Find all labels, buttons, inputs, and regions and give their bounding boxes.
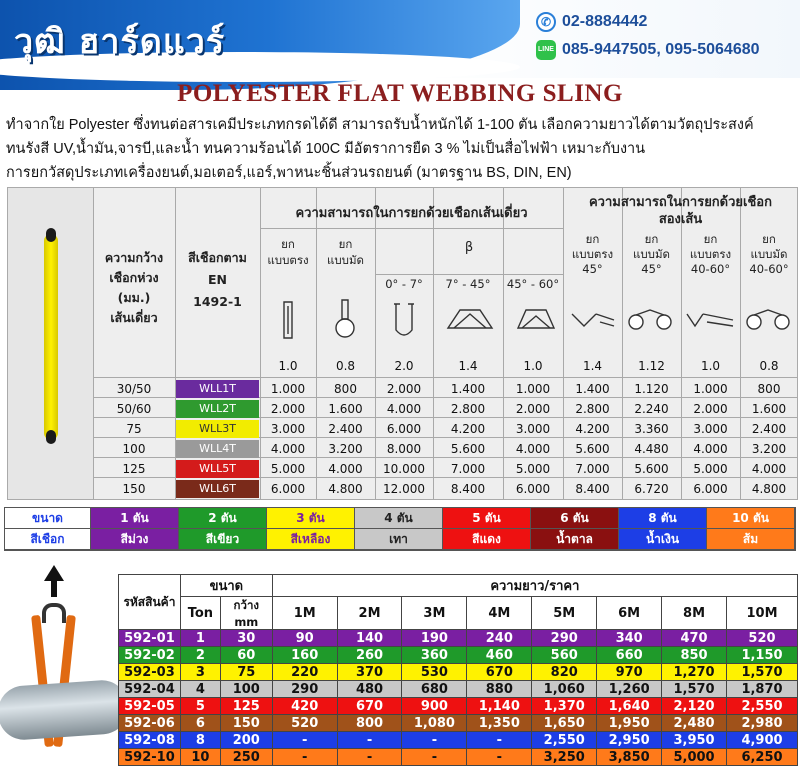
double-col-label: ยก แบบมัด 45° [632,232,671,276]
legend-size-8: 10 ตัน [707,508,795,529]
capacity-value: 6.000 [515,482,551,496]
width-value: 250 [220,749,272,766]
price-value: 160 [272,647,337,664]
capacity-value: 1.400 [575,382,610,396]
phone-number: 02-8884442 [562,13,648,30]
product-code: 592-08 [119,732,181,749]
capacity-value: 4.200 [450,422,486,436]
price-value: 480 [337,681,402,698]
product-code: 592-06 [119,715,181,732]
price-value: 260 [337,647,402,664]
grid-hline [260,228,563,229]
capacity-value: 2.240 [634,402,669,416]
capacity-value: 4.000 [386,402,422,416]
capacity-value: 4.000 [270,442,306,456]
table-row [119,732,798,749]
ton-value: 6 [180,715,220,732]
wll-color-box: WLL4T [176,440,259,458]
ton-value: 8 [180,732,220,749]
price-value: 1,570 [727,664,798,681]
double-col-label: ยก แบบตรง 45° [571,232,614,276]
capacity-value: 7.000 [575,462,610,476]
product-code: 592-02 [119,647,181,664]
price-value: 1,640 [597,698,662,715]
width-value: 75 [220,664,272,681]
capacity-value: 2.400 [328,422,363,436]
price-value: 190 [402,630,467,647]
price-value: 970 [597,664,662,681]
price-value: 2,550 [532,732,597,749]
price-value: - [402,732,467,749]
length-col-header: 2M [337,597,402,630]
description-line-3: การยกวัสดุประเภทเครื่องยนต์,มอเตอร์,แอร์,พาหนะชิ้นส่วนรถยนต์ (มาตรฐาน BS, DIN, EN) [6,165,572,181]
capacity-value: 800 [757,382,781,396]
line-contact[interactable] [536,40,760,60]
pipe-load [0,679,130,742]
price-value: 1,370 [532,698,597,715]
single-col-label: ยก แบบตรง [267,237,309,267]
capacity-value: 5.600 [450,442,486,456]
product-code: 592-04 [119,681,181,698]
table-row [119,749,798,766]
price-value: - [467,749,532,766]
price-value: 820 [532,664,597,681]
price-value: 1,650 [532,715,597,732]
grid-hline [375,274,563,275]
capacity-value: 7.000 [450,462,486,476]
price-value: 460 [467,647,532,664]
color-column-header-std: 1492-1 [193,294,242,309]
price-value: 2,480 [662,715,727,732]
legend-color-3: สีเหลือง [267,529,355,550]
legend-color-5: สีแดง [443,529,531,550]
price-value: 800 [337,715,402,732]
capacity-value: 5.600 [575,442,610,456]
choker-hitch-icon [333,298,357,342]
capacity-value: 4.480 [634,442,669,456]
capacity-value: 3.200 [751,442,787,456]
color-column-header-en: EN [207,272,227,287]
price-value: 1,080 [402,715,467,732]
capacity-value: 3.200 [328,442,363,456]
table-row [119,647,798,664]
price-value: 240 [467,630,532,647]
capacity-value: 3.000 [693,422,728,436]
price-value: 1,270 [662,664,727,681]
capacity-value: 1.000 [515,382,551,396]
line-phone-numbers: 085-9447505, 095-5064680 [562,41,760,58]
capacity-value: 4.000 [751,462,787,476]
price-value: 370 [337,664,402,681]
width-value: 150 [220,715,272,732]
legend-size-6: 6 ตัน [531,508,619,529]
ton-value: 3 [180,664,220,681]
price-value: 2,950 [597,732,662,749]
table-row [119,630,798,647]
row-width: 50/60 [116,402,152,416]
length-col-header: 5M [532,597,597,630]
price-value: 520 [272,715,337,732]
price-value: 2,550 [727,698,798,715]
width-header: กว้าง mm [220,597,272,630]
price-value: 3,950 [662,732,727,749]
price-value: 1,950 [597,715,662,732]
price-value: 1,570 [662,681,727,698]
capacity-value: 6.000 [386,422,422,436]
price-value: 560 [532,647,597,664]
length-col-header: 10M [727,597,798,630]
price-value: 290 [532,630,597,647]
legend-color-6: น้ำตาล [531,529,619,550]
length-col-header: 8M [662,597,727,630]
table-row [119,664,798,681]
price-value: 2,980 [727,715,798,732]
single-col-label: ยก แบบมัด [326,237,365,267]
price-value: 1,870 [727,681,798,698]
price-value: 2,120 [662,698,727,715]
single-col-label: 45° - 60° [506,277,560,291]
table-row [119,698,798,715]
capacity-value: 3.000 [270,422,306,436]
capacity-value: 4.000 [693,442,728,456]
product-code: 592-05 [119,698,181,715]
code-header: รหัสสินค้า [119,575,181,630]
product-code: 592-03 [119,664,181,681]
capacity-value: 2.800 [575,402,610,416]
description-line-1: ทำจากใย Polyester ซึ่งทนต่อสารเคมีประเภทกรดได้ดี สามารถรับน้ำหนักได้ 1-100 ตัน เลือกความยาวได้ตามวัตถุประสงค์ [6,117,754,133]
capacity-value: 5.000 [270,462,306,476]
single-col-factor: 1.4 [458,359,478,373]
capacity-value: 1.600 [328,402,363,416]
price-value: 140 [337,630,402,647]
price-header-row [119,575,798,597]
description-line-2: ทนรังสี UV,น้ำมัน,จารบี,และน้ำ ทนความร้อนได้ 100C มีอัตราการยืด 3 % ไม่เป็นสื่อไฟฟ้า เหมาะกับงาน [6,141,646,157]
single-col-label: 7° - 45° [445,277,491,291]
capacity-value: 2.000 [515,402,551,416]
capacity-value: 6.000 [693,482,728,496]
capacity-value: 4.800 [751,482,787,496]
single-col-factor: 1.0 [278,359,298,373]
wll-color-box: WLL5T [176,460,259,478]
capacity-value: 10.000 [383,462,425,476]
price-value: 850 [662,647,727,664]
legend-size-7: 8 ตัน [619,508,707,529]
width-column-header: ความกว้าง เชือกห่วง (มม.) เส้นเดี่ยว [104,250,164,325]
legend-color-label: สีเชือก [5,529,91,550]
sling-eye-top [46,228,56,242]
single-col-factor: 1.0 [523,359,543,373]
capacity-value: 2.800 [450,402,486,416]
basket-hitch-45-60-icon [514,306,558,332]
double-col-factor: 1.12 [638,359,665,373]
row-width: 30/50 [116,382,152,396]
sling-illustration [44,234,58,440]
straight-hitch-icon [278,300,298,340]
product-code: 592-01 [119,630,181,647]
capacity-value: 2.400 [751,422,787,436]
ton-value: 1 [180,630,220,647]
price-value: 520 [727,630,798,647]
price-value: 1,150 [727,647,798,664]
capacity-value: 1.120 [634,382,669,396]
price-value: 670 [467,664,532,681]
capacity-value: 3.360 [634,422,669,436]
single-col-factor: 2.0 [394,359,414,373]
width-value: 30 [220,630,272,647]
sling-image-cell [8,188,93,499]
width-value: 200 [220,732,272,749]
price-value: - [467,732,532,749]
capacity-value: 800 [334,382,357,396]
up-arrow-shaft [51,579,57,597]
double-col-label: ยก แบบมัด 40-60° [749,232,789,276]
legend-size-5: 5 ตัน [443,508,531,529]
capacity-value: 5.600 [634,462,669,476]
legend-color-1: สีม่วง [91,529,179,550]
row-width: 150 [122,482,146,496]
length-col-header: 1M [272,597,337,630]
price-value: - [337,749,402,766]
legend-size-label: ขนาด [5,508,91,529]
table-row [119,715,798,732]
legend-color-2: สีเขียว [179,529,267,550]
price-value: 660 [597,647,662,664]
price-value: 530 [402,664,467,681]
price-value: 670 [337,698,402,715]
price-value: 360 [402,647,467,664]
wll-color-box: WLL1T [176,380,259,398]
double-choker-45-icon [626,308,676,332]
ton-value: 4 [180,681,220,698]
capacity-value: 6.000 [270,482,306,496]
width-value: 125 [220,698,272,715]
price-value: 880 [467,681,532,698]
ton-value: 2 [180,647,220,664]
price-value: 4,900 [727,732,798,749]
price-value: 1,260 [597,681,662,698]
price-value: 220 [272,664,337,681]
capacity-value: 5.000 [693,462,728,476]
capacity-value: 12.000 [383,482,425,496]
wll-color-box: WLL3T [176,420,259,438]
double-straight-45-icon [570,310,616,330]
price-value: 1,060 [532,681,597,698]
length-col-header: 6M [597,597,662,630]
row-width: 125 [122,462,146,476]
double-choker-40-60-icon [744,308,794,332]
capacity-value: 4.800 [328,482,363,496]
length-col-header: 4M [467,597,532,630]
capacity-spec-table [7,187,798,500]
capacity-value: 2.000 [386,382,422,396]
color-column-header: สีเชือกตาม [188,250,247,265]
wll-color-box: WLL6T [176,480,259,498]
capacity-value: 2.000 [270,402,306,416]
legend-color-7: น้ำเงิน [619,529,707,550]
line-icon: LINE [536,40,556,60]
capacity-value: 5.000 [515,462,551,476]
basket-hitch-7-45-icon [444,306,496,332]
single-lift-group-header: ความสามารถในการยกด้วยเชือกเส้นเดี่ยว [295,206,528,221]
brand-logo-text: วุฒิ ฮาร์ดแวร์ [14,22,226,62]
beta-symbol: β [464,240,474,255]
price-value: 900 [402,698,467,715]
basket-hitch-0-7-icon [392,300,416,340]
price-value: - [402,749,467,766]
capacity-value: 3.000 [515,422,551,436]
size-header: ขนาด [180,575,272,597]
ton-value: 5 [180,698,220,715]
price-value: 1,140 [467,698,532,715]
length-header: ความยาว/ราคา [272,575,797,597]
price-value: 6,250 [727,749,798,766]
price-table [118,574,798,766]
capacity-value: 8.000 [386,442,422,456]
hook-icon [42,603,66,623]
capacity-value: 4.000 [515,442,551,456]
ton-value: 10 [180,749,220,766]
capacity-value: 8.400 [450,482,486,496]
phone-contact[interactable] [536,12,647,32]
capacity-value: 1.600 [751,402,787,416]
price-value: 470 [662,630,727,647]
row-width: 75 [126,422,142,436]
width-value: 100 [220,681,272,698]
product-code: 592-10 [119,749,181,766]
legend-size-2: 2 ตัน [179,508,267,529]
capacity-value: 4.200 [575,422,610,436]
capacity-value: 1.000 [270,382,306,396]
phone-icon: ✆ [536,12,556,32]
single-col-label: 0° - 7° [385,277,423,291]
ton-header: Ton [180,597,220,630]
width-value: 60 [220,647,272,664]
legend-color-8: ส้ม [707,529,795,550]
legend-color-4: เทา [355,529,443,550]
double-col-factor: 1.4 [582,359,603,373]
legend-size-3: 3 ตัน [267,508,355,529]
capacity-value: 8.400 [575,482,610,496]
capacity-value: 6.720 [634,482,669,496]
double-col-factor: 0.8 [759,359,779,373]
price-value: 3,250 [532,749,597,766]
price-value: 340 [597,630,662,647]
page-title: POLYESTER FLAT WEBBING SLING [177,80,623,107]
legend-size-4: 4 ตัน [355,508,443,529]
capacity-value: 1.400 [450,382,486,396]
price-value: 680 [402,681,467,698]
capacity-value: 4.000 [328,462,363,476]
price-value: 420 [272,698,337,715]
price-value: - [272,732,337,749]
double-straight-40-60-icon [685,310,735,330]
wll-color-box: WLL2T [176,400,259,418]
sling-eye-bottom [46,430,56,444]
row-width: 100 [122,442,146,456]
double-lift-group-header: ความสามารถในการยกด้วยเชือก สองเส้น [588,195,772,227]
single-col-factor: 0.8 [335,359,356,373]
length-col-header: 3M [402,597,467,630]
double-col-factor: 1.0 [700,359,721,373]
capacity-value: 1.000 [693,382,728,396]
price-value: - [272,749,337,766]
color-legend [4,507,796,551]
price-value: 290 [272,681,337,698]
table-row [119,681,798,698]
price-value: 3,850 [597,749,662,766]
price-value: 1,350 [467,715,532,732]
price-value: - [337,732,402,749]
capacity-value: 2.000 [693,402,728,416]
double-col-label: ยก แบบตรง 40-60° [689,232,732,276]
price-subheader-row [119,597,798,630]
price-value: 90 [272,630,337,647]
legend-size-1: 1 ตัน [91,508,179,529]
sling-lifting-photo [8,563,108,753]
grid-hline [93,377,798,378]
price-value: 5,000 [662,749,727,766]
header-banner [0,0,800,78]
